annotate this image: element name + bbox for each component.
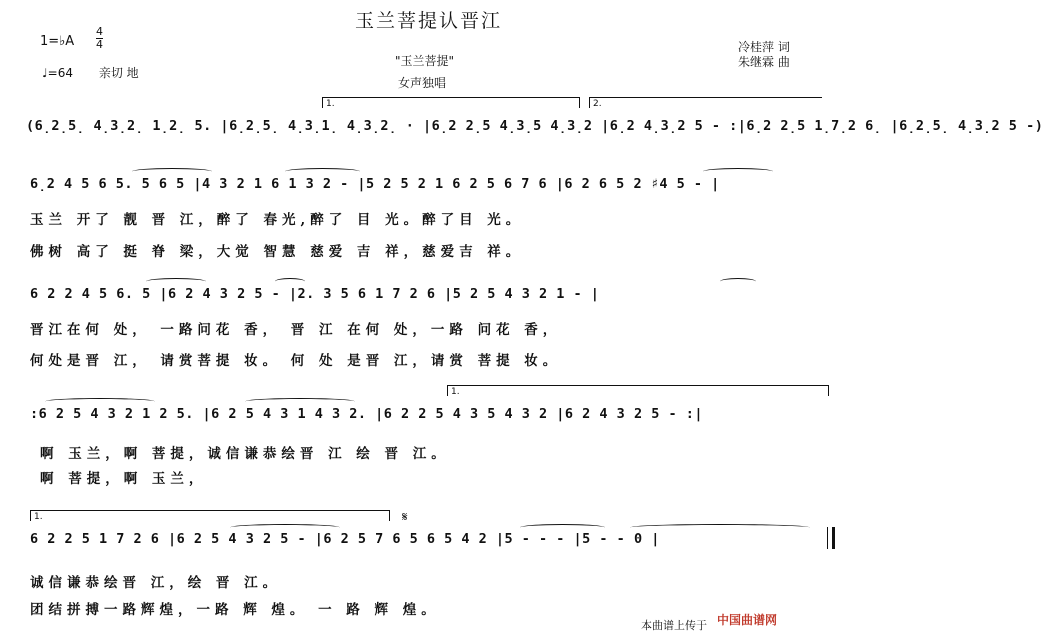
slur-9	[230, 524, 340, 531]
lyrics-row-3b: 何处是晋 江， 请赏菩提 妆。 何 处 是晋 江，请赏 菩提 妆。	[30, 353, 562, 369]
volta-label-2: 2.	[593, 99, 602, 109]
performance-type: 女声独唱	[398, 76, 447, 90]
notation-row-5: 6 2 2 5 1 7 2 6 |6 2 5 4 3 2 5 - |6 2 5 7 6 5 6 5 4 2 |5 - - - |5 - - 0 |	[30, 531, 660, 547]
volta-bracket-3	[447, 385, 829, 396]
slur-11	[630, 524, 810, 531]
tempo-marking	[42, 64, 139, 81]
slur-8	[245, 398, 355, 405]
expression-mark: 亲切 地	[98, 66, 139, 80]
lyrics-row-2b: 佛树 高了 挺 脊 梁，大觉 智慧 慈爱 吉 祥，慈爱吉 祥。	[30, 244, 525, 260]
subtitle: "玉兰菩提"	[395, 54, 455, 68]
final-barline-thick	[832, 527, 835, 549]
slur-7	[45, 398, 155, 405]
slur-10	[520, 524, 605, 531]
notation-row-3: 6 2 2 4 5 6. 5 |6 2 4 3 2 5 - |2. 3 5 6 1 7 2 6 |5 2 5 4 3 2 1 - |	[30, 286, 600, 302]
volta-label-1: 1.	[326, 99, 335, 109]
volta-bracket-1	[322, 97, 580, 108]
lyricist-credit: 冷桂萍 词	[738, 40, 790, 54]
time-sig-bottom: 4	[96, 38, 103, 51]
segno-sign: 𝄋	[402, 510, 408, 525]
upload-footer: 本曲谱上传于	[641, 619, 707, 632]
slur-5	[275, 278, 305, 285]
slur-6	[720, 278, 756, 285]
lyrics-row-5a: 诚信谦恭绘晋 江，绘 晋 江。	[30, 575, 282, 591]
lyrics-row-4b: 啊 菩提，啊 玉兰，	[40, 471, 208, 487]
volta-bracket-4	[30, 510, 390, 521]
tempo-value: ♩=64	[42, 66, 73, 80]
volta-label-4: 1.	[34, 512, 43, 522]
slur-3	[703, 168, 773, 175]
notation-row-4: :6 2 5 4 3 2 1 2 5. |6 2 5 4 3 1 4 3 2. |6 2 2 5 4 3 5 4 3 2 |6 2 4 3 2 5 - :|	[30, 406, 703, 422]
lyrics-row-4a: 啊 玉兰，啊 菩提，诚信谦恭绘晋 江 绘 晋 江。	[40, 446, 450, 462]
time-signature	[96, 26, 103, 51]
notation-row-1: (6̣2̣5̣ 4̣3̣2̣ 1̣2̣ 5. |6̣2̣5̣ 4̣3̣1̣ 4̣3̣2̣ · |6̣2 2̣5 4̣3̣5 4̣3̣2 |6̣2 4̣3̣2 5 - :|6̣2 2̣5 1̣7̣2 6̣ |6̣2̣5̣ 4̣3̣2 5 -)	[26, 118, 1043, 134]
slur-2	[285, 168, 360, 175]
song-title: 玉兰菩提认晋江	[354, 10, 502, 32]
volta-bracket-2	[589, 97, 822, 108]
slur-1	[132, 168, 212, 175]
lyrics-row-5b: 团结拼搏一路辉煌，一路 辉 煌。 一 路 辉 煌。	[30, 602, 440, 618]
time-sig-top: 4	[96, 25, 103, 38]
slur-4	[146, 278, 206, 285]
key-label: 1=♭A	[40, 34, 75, 49]
lyrics-row-2a: 玉兰 开了 靓 晋 江，醉了 春光,醉了 目 光。醉了目 光。	[30, 212, 525, 228]
volta-label-3: 1.	[451, 387, 460, 397]
composer-credit: 朱继霖 曲	[738, 55, 790, 69]
notation-row-2: 6̣2 4 5 6 5. 5 6 5 |4 3 2 1 6 1 3 2 - |5 2 5 2 1 6 2 5 6 7 6 |6 2 6 5 2 ♯4 5 - |	[30, 176, 720, 192]
key-signature	[40, 25, 103, 51]
final-barline-thin	[827, 527, 828, 549]
site-logo[interactable]: 中国曲谱网	[717, 613, 778, 627]
lyrics-row-3a: 晋江在何 处， 一路问花 香， 晋 江 在何 处，一路 问花 香，	[30, 322, 562, 338]
